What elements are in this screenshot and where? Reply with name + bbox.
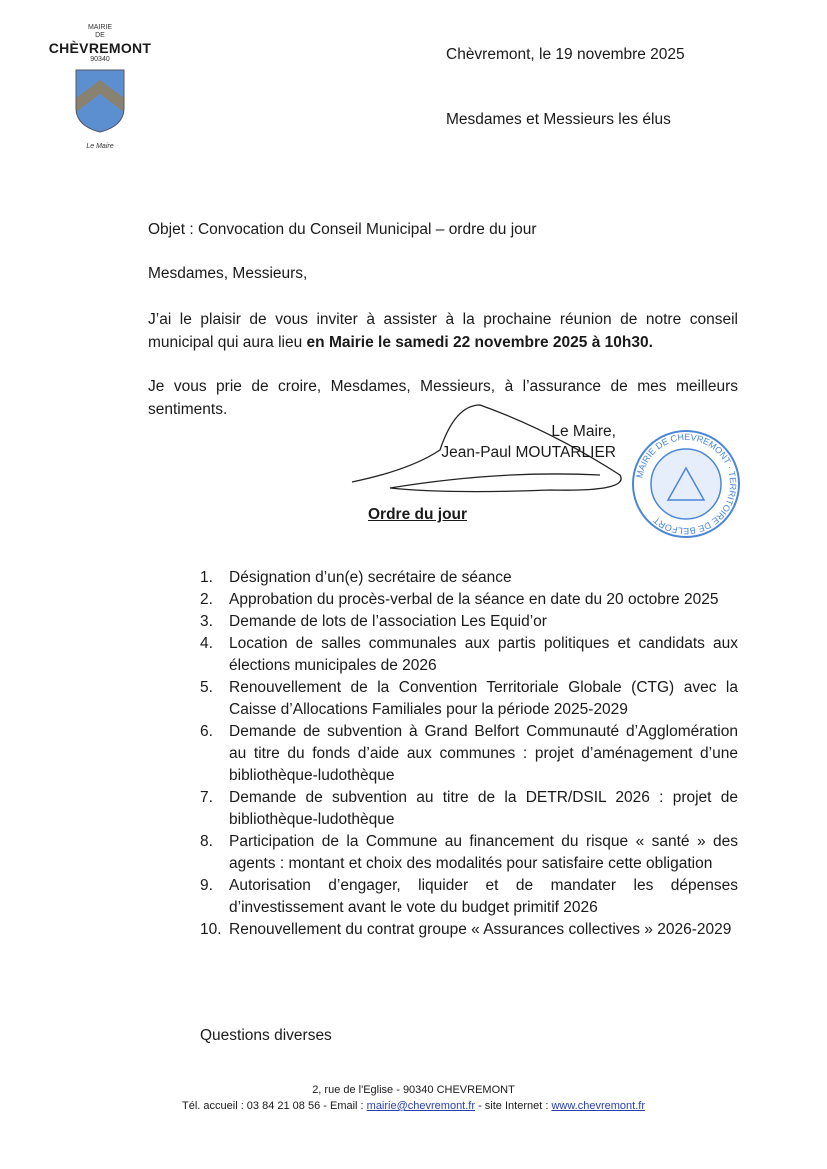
agenda-item-number: 9. [200, 877, 213, 894]
footer-phone: Tél. accueil : 03 84 21 08 56 - Email : [182, 1100, 367, 1112]
agenda-item-text: Demande de subvention au titre de la DETR/DSIL 2026 : projet de bibliothèque-ludothèque [229, 789, 738, 828]
agenda-item-number: 2. [200, 591, 213, 608]
email-link[interactable]: mairie@chevremont.fr [366, 1100, 476, 1112]
agenda-item-text: Autorisation d’engager, liquider et de mandater les dépenses d’investissement avant le vote du budget primitif 2026 [229, 877, 738, 916]
agenda-list [200, 567, 738, 941]
agenda-item-number: 10. [200, 921, 222, 938]
salutation: Mesdames, Messieurs, [148, 265, 308, 282]
logo-line1: MAIRIE [87, 24, 113, 31]
invitation-paragraph [148, 309, 738, 354]
agenda-item-text: Renouvellement du contrat groupe « Assurances collectives » 2026-2029 [229, 921, 732, 938]
footer-address: 2, rue de l'Eglise - 90340 CHEVREMONT [312, 1084, 515, 1096]
date-line: Chèvremont, le 19 novembre 2025 [446, 46, 685, 63]
logo-town: CHÈVREMONT [48, 40, 152, 56]
footer-contact [0, 1098, 827, 1114]
agenda-item-text: Demande de lots de l’association Les Equid’or [229, 613, 547, 630]
closing-paragraph: Je vous prie de croire, Mesdames, Messieurs, à l’assurance de mes meilleurs sentiments. [148, 378, 738, 418]
agenda-item-text: Demande de subvention à Grand Belfort Communauté d’Agglomération au titre du fonds d’aide aux communes : projet d’aménagement d’une bibliothèque-ludothèque [229, 723, 738, 784]
agenda-item-text: Participation de la Commune au financement du risque « santé » des agents : montant et choix des modalités pour satisfaire cette obligation [229, 833, 738, 872]
invitation-text: J’ai le plaisir de vous inviter à assister à la prochaine réunion de notre conseil municipal qui aura lieu [148, 311, 738, 351]
stamp-text: MAIRIE DE CHEVREMONT · TERRITOIRE DE BELFORT [634, 431, 739, 537]
agenda-item [200, 567, 738, 589]
recipients: Mesdames et Messieurs les élus [446, 111, 671, 128]
meeting-details: en Mairie le samedi 22 novembre 2025 à 10h30. [306, 333, 653, 351]
agenda-item [200, 677, 738, 721]
logo-caption: Le Maire [86, 143, 114, 150]
agenda-item-number: 6. [200, 723, 213, 740]
agenda-item [200, 875, 738, 919]
subject-line: Objet : Convocation du Conseil Municipal – ordre du jour [148, 221, 537, 238]
website-link[interactable]: www.chevremont.fr [551, 1100, 645, 1112]
agenda-title: Ordre du jour [368, 506, 468, 523]
logo-line2: DE [95, 32, 105, 39]
agenda-item [200, 611, 738, 633]
agenda-item-text: Renouvellement de la Convention Territoriale Globale (CTG) avec la Caisse d’Allocations Familiales pour la période 2025-2029 [229, 679, 738, 718]
town-logo [40, 24, 160, 150]
official-stamp [630, 428, 742, 540]
agenda-item [200, 787, 738, 831]
agenda-item-text: Désignation d’un(e) secrétaire de séance [229, 569, 512, 586]
signature-title: Le Maire, [551, 423, 616, 440]
agenda-item [200, 721, 738, 787]
agenda-item [200, 919, 738, 941]
agenda-item-text: Approbation du procès-verbal de la séance en date du 20 octobre 2025 [229, 591, 719, 608]
agenda-item-text: Location de salles communales aux partis politiques et candidats aux élections municipales de 2026 [229, 635, 738, 674]
agenda-item-number: 5. [200, 679, 213, 696]
signature-name: Jean-Paul MOUTARLIER [441, 444, 616, 461]
agenda-item-number: 1. [200, 569, 213, 586]
agenda-item [200, 633, 738, 677]
agenda-item-number: 4. [200, 635, 213, 652]
coat-of-arms-icon [72, 68, 128, 134]
agenda-item-number: 7. [200, 789, 213, 806]
agenda-item [200, 831, 738, 875]
logo-postcode: 90340 [90, 56, 110, 63]
agenda-item-number: 3. [200, 613, 213, 630]
signature-block [440, 421, 616, 463]
footer-site-label: - site Internet : [475, 1100, 552, 1112]
misc-questions: Questions diverses [200, 1027, 332, 1044]
agenda-item-number: 8. [200, 833, 213, 850]
agenda-item [200, 589, 738, 611]
